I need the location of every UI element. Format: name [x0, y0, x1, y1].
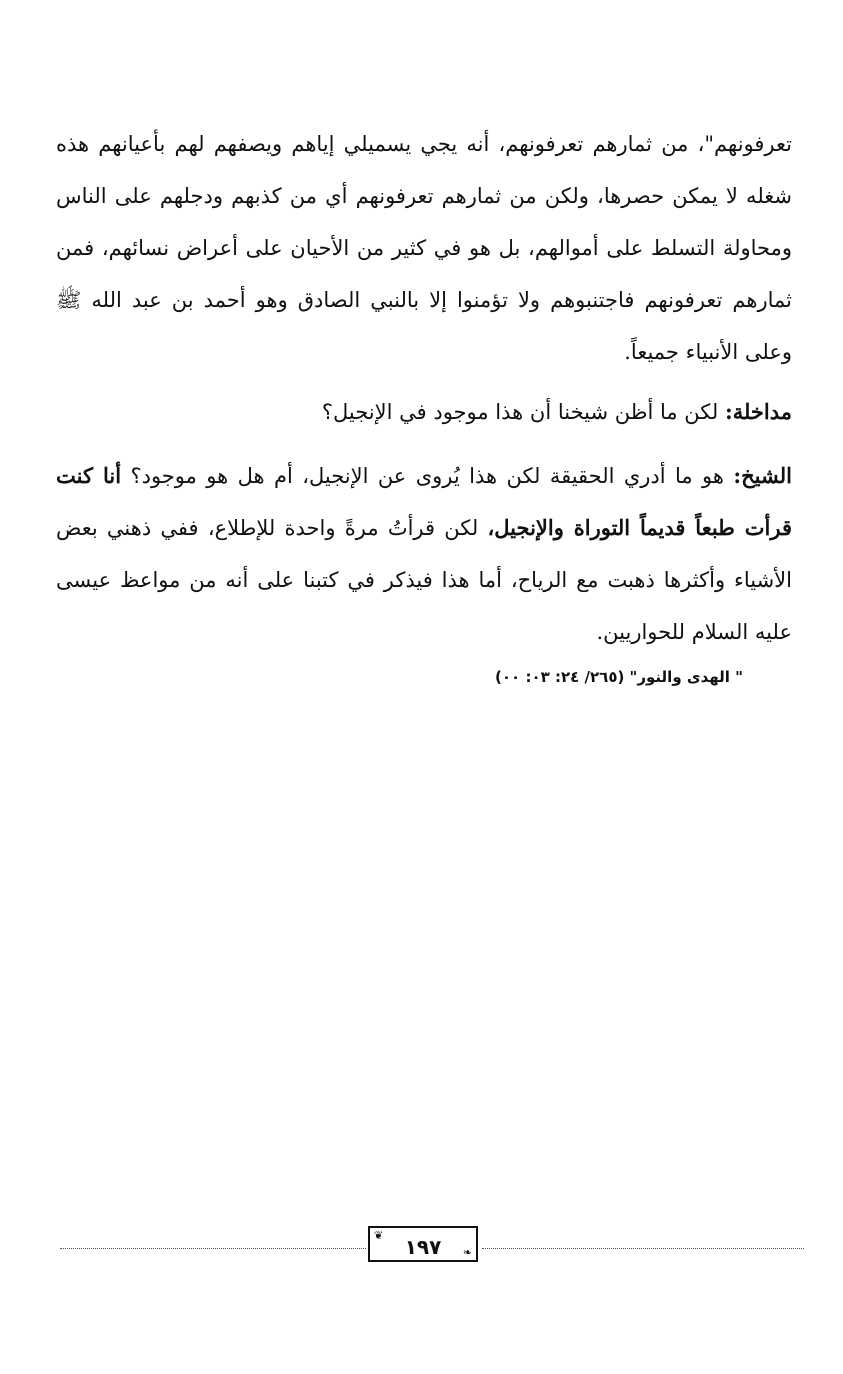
- paragraph-3-text-a: هو ما أدري الحقيقة لكن هذا يُروى عن الإنجيل، أم هل هو موجود؟: [121, 464, 734, 488]
- speaker-label-interjection: مداخلة:: [724, 399, 792, 424]
- source-reference: " الهدى والنور" (٢٦٥/ ٢٤: ٠٣: ٠٠): [495, 668, 743, 686]
- page-number: ١٩٧: [404, 1235, 442, 1259]
- paragraph-3: [56, 450, 792, 658]
- speaker-label-sheikh: الشيخ:: [733, 463, 792, 488]
- paragraph-2-text: لكن ما أظن شيخنا أن هذا موجود في الإنجيل؟: [321, 400, 725, 424]
- footer-rule-left: [60, 1248, 366, 1249]
- paragraph-1: تعرفونهم"، من ثمارهم تعرفونهم، أنه يجي يسميلي إياهم ويصفهم لهم بأعيانهم هذه شغله لا يمكن حصرها، ولكن من ثمارهم تعرفونهم أي من كذبهم ودجلهم على الناس ومحاولة التسلط على أموالهم، بل هو في كثير من الأحيان على أعراض نسائهم، فمن ثمارهم تعرفونهم فاجتنبوهم ولا تؤمنوا إلا بالنبي الصادق وهو أحمد بن عبد الله ﷺ وعلى الأنبياء جميعاً.: [56, 132, 792, 364]
- ornament-icon: ❧: [462, 1246, 472, 1259]
- paragraph-2: [56, 386, 792, 438]
- page-number-frame: [368, 1226, 478, 1262]
- paragraph-3-text-b: لكن قرأتُ مرةً واحدة للإطلاع، ففي ذهني بعض الأشياء وأكثرها ذهبت مع الرياح، أما هذا فيذكر في كتبنا على أنه من مواعظ عيسى عليه السلام للحواريين.: [56, 516, 792, 644]
- footer-rule-right: [482, 1248, 804, 1249]
- paragraph-3-bold: أنا كنت قرأت طبعاً قديماً التوراة والإنجيل،: [56, 463, 792, 540]
- ornament-icon: ❦: [374, 1229, 384, 1242]
